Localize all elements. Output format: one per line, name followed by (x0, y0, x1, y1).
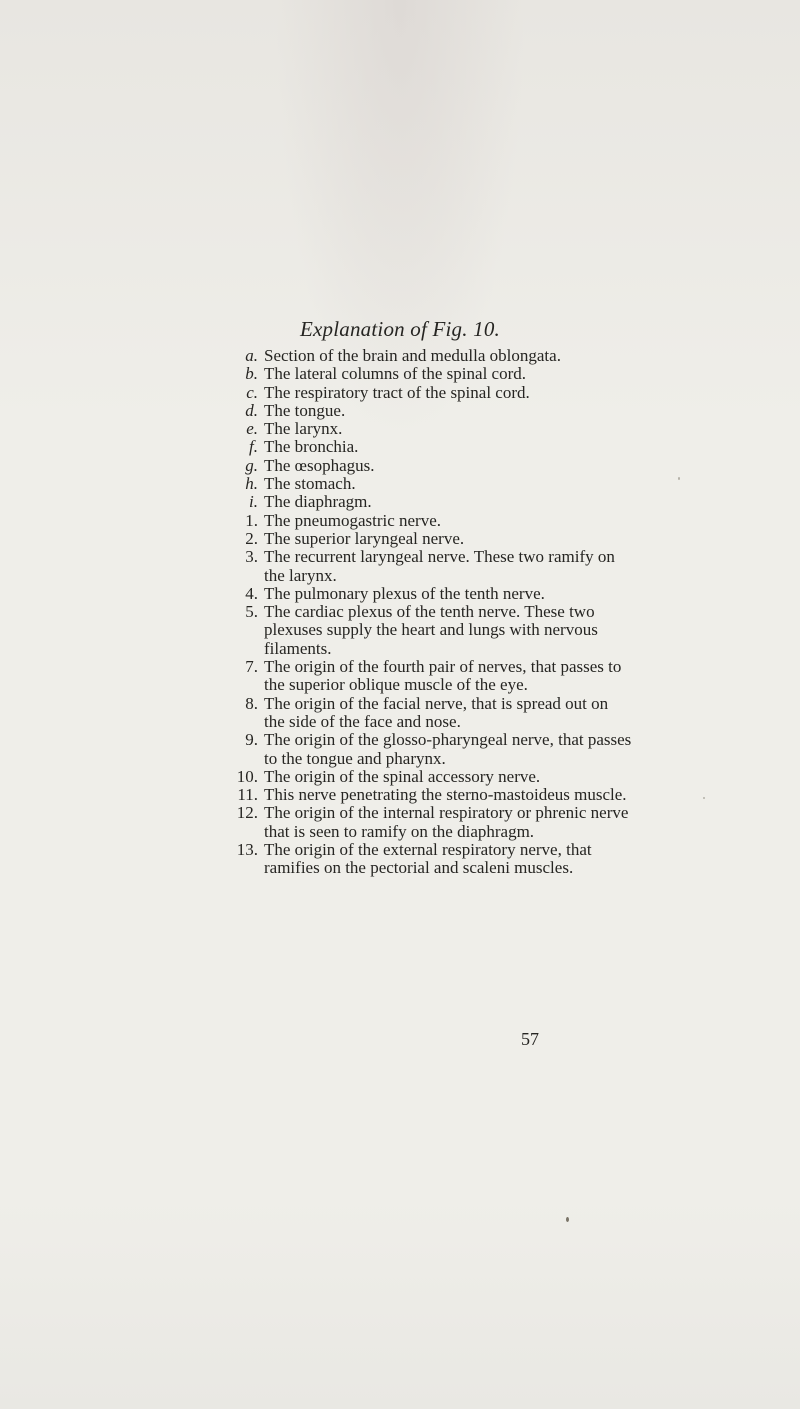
entry-label: f. (249, 437, 258, 457)
entry-text: The superior laryngeal nerve. (264, 528, 465, 548)
entry-label: a. (245, 346, 258, 365)
paper-speck (678, 477, 680, 480)
entry-label: 9. (245, 730, 258, 750)
list-item (245, 346, 633, 365)
entry-text: The respiratory tract of the spinal cord. (264, 382, 530, 402)
paper-speck (566, 1217, 569, 1222)
entry-text: The larynx. (264, 419, 343, 439)
entry-text: The tongue. (264, 400, 346, 420)
entry-label: 5. (245, 602, 258, 622)
entry-label: 8. (245, 693, 258, 713)
entry-text: The origin of the fourth pair of nerves, that passes to the superior oblique muscle of the eye. (264, 657, 622, 695)
entry-text: The origin of the external respiratory nerve, that ramifies on the pectorial and scaleni muscles. (264, 840, 592, 878)
entry-label: e. (246, 419, 258, 439)
list-item (245, 510, 633, 530)
list-item (245, 693, 633, 732)
list-item (237, 785, 633, 805)
entry-text: This nerve penetrating the sterno-mastoideus muscle. (264, 785, 627, 805)
entry-label: 12. (236, 803, 258, 823)
list-item (245, 528, 633, 548)
entry-text: The lateral columns of the spinal cord. (264, 364, 526, 384)
entry-text: The cardiac plexus of the tenth nerve. These two plexuses supply the heart and lungs with nervous filaments. (264, 602, 598, 658)
list-item (245, 364, 633, 384)
paper-speck (703, 797, 705, 799)
entry-text: The recurrent laryngeal nerve. These two ramify on the larynx. (264, 547, 615, 585)
entry-text: The bronchia. (264, 437, 359, 457)
entry-text: Section of the brain and medulla oblongata. (264, 346, 561, 365)
list-item (245, 400, 633, 420)
entry-text: The pulmonary plexus of the tenth nerve. (264, 583, 545, 603)
entry-label: d. (245, 400, 258, 420)
entry-label: 11. (237, 785, 258, 805)
list-item (245, 547, 633, 585)
list-item (245, 583, 633, 603)
entry-text: The pneumogastric nerve. (264, 510, 442, 530)
entry-label: 2. (245, 528, 258, 548)
list-item (245, 474, 633, 494)
entry-label: 1. (245, 510, 258, 530)
entry-label: 3. (245, 547, 258, 567)
entry-label: g. (245, 455, 258, 475)
entry-label: 13. (236, 840, 258, 860)
entry-label: 10. (236, 766, 258, 786)
entry-text: The stomach. (264, 474, 356, 494)
entry-text: The diaphragm. (264, 492, 372, 512)
entry-label: h. (245, 474, 258, 494)
list-item (248, 438, 633, 456)
list-item (248, 420, 633, 438)
list-item (236, 766, 633, 786)
list-item (236, 840, 633, 878)
entry-text: The origin of the glosso-pharyngeal nerve, that passes to the tongue and pharynx. (264, 730, 632, 768)
entry-list (236, 346, 633, 878)
entry-text: The origin of the spinal accessory nerve. (264, 766, 541, 786)
list-item (245, 455, 633, 475)
list-item (245, 730, 633, 768)
list-item (245, 602, 633, 658)
entry-text: The origin of the internal respiratory or phrenic nerve that is seen to ramify on the diaphragm. (264, 803, 629, 841)
list-item (248, 493, 633, 511)
list-item (236, 803, 633, 841)
entry-label: i. (249, 492, 258, 512)
entry-label: c. (246, 382, 258, 402)
page-title: Explanation of Fig. 10. (300, 317, 500, 341)
list-item (245, 657, 633, 695)
entry-text: The origin of the facial nerve, that is spread out on the side of the face and nose. (264, 693, 609, 731)
entry-text: The œsophagus. (264, 455, 375, 475)
entry-label: 7. (245, 657, 258, 677)
entry-label: b. (245, 364, 258, 384)
entry-label: 4. (245, 583, 258, 603)
list-item (248, 384, 633, 402)
page-number: 57 (521, 1029, 539, 1049)
